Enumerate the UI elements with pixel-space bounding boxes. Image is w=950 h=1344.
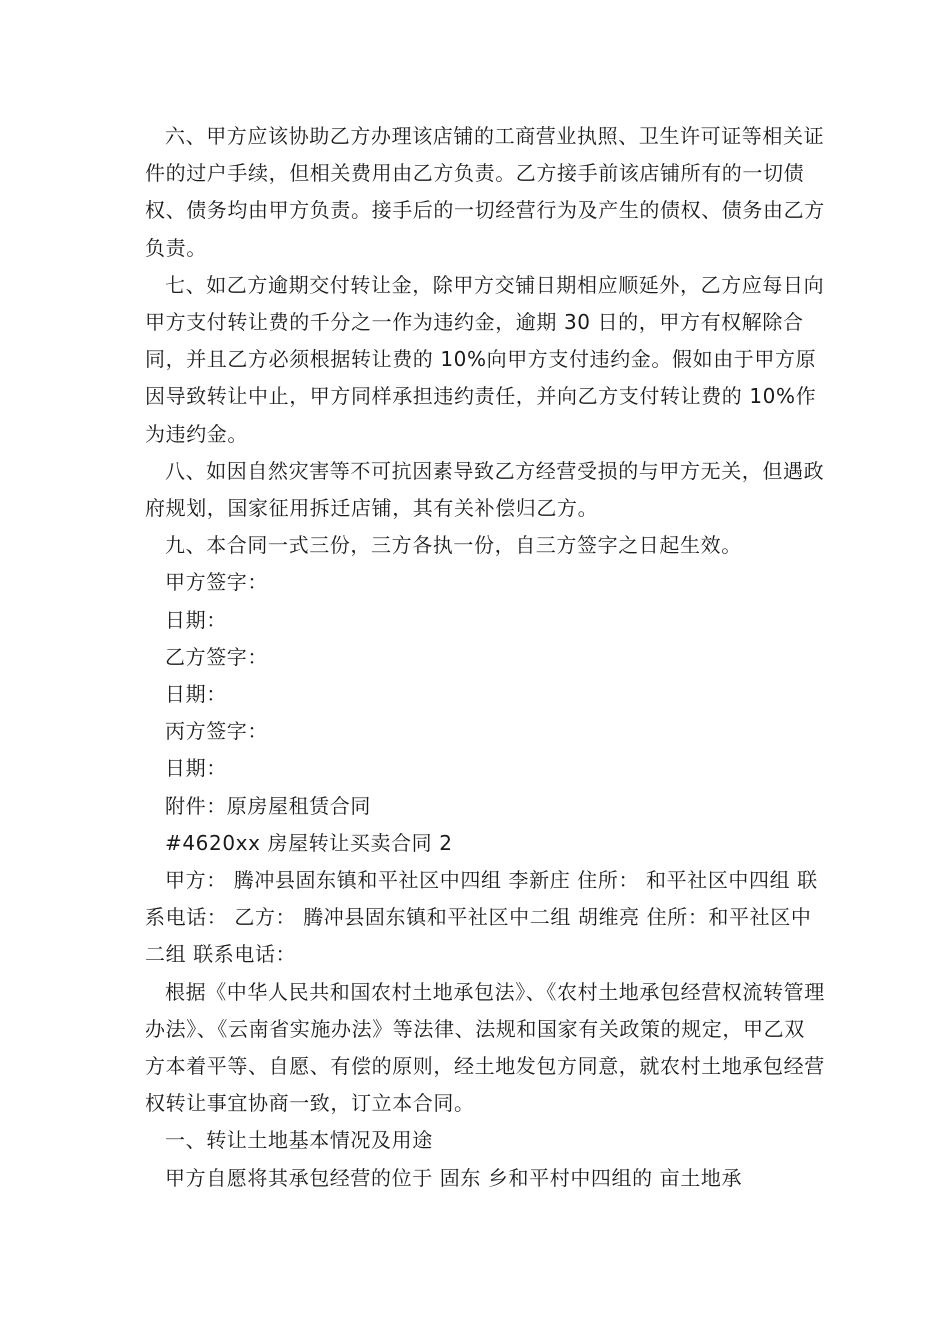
clause-6: 六、甲方应该协助乙方办理该店铺的工商营业执照、卫生许可证等相关证件的过户手续，但相关费用由乙方负责。乙方接手前该店铺所有的一切债权、债务均由甲方负责。接手后的一切经营行为及产生的债权、债务由乙方负责。 [145, 124, 825, 260]
section-1-heading: 一、转让土地基本情况及用途 [165, 1128, 433, 1153]
section-1-text: 甲方自愿将其承包经营的位于 固东 乡和平村中四组的 亩土地承 [165, 1165, 743, 1190]
date-line-2: 日期： [165, 682, 227, 707]
second-contract-title: #4620xx 房屋转让买卖合同 2 [165, 830, 453, 855]
signature-party-a: 甲方签字： [165, 570, 268, 595]
document-body [145, 118, 825, 1197]
signature-party-c: 丙方签字： [165, 719, 268, 744]
signature-party-b: 乙方签字： [165, 644, 268, 669]
clause-7: 七、如乙方逾期交付转让金，除甲方交铺日期相应顺延外，乙方应每日向甲方支付转让费的千分之一作为违约金，逾期 30 日的，甲方有权解除合同，并且乙方必须根据转让费的 10%向甲方支付违约金。假如由于甲方原因导致转让中止，甲方同样承担违约责任，并向乙方支付转让费的 10%作为违约金。 [145, 272, 825, 446]
date-line-3: 日期： [165, 756, 227, 781]
basis-paragraph: 根据《中华人民共和国农村土地承包法》、《农村土地承包经营权流转管理办法》、《云南省实施办法》等法律、法规和国家有关政策的规定，甲乙双方本着平等、自愿、有偿的原则，经土地发包方同意，就农村土地承包经营权转让事宜协商一致，订立本合同。 [145, 979, 825, 1116]
date-line-1: 日期： [165, 607, 227, 632]
clause-8: 八、如因自然灾害等不可抗因素导致乙方经营受损的与甲方无关，但遇政府规划，国家征用拆迁店铺，其有关补偿归乙方。 [145, 458, 825, 521]
attachment-line: 附件：原房屋租赁合同 [165, 793, 371, 818]
parties-paragraph: 甲方： 腾冲县固东镇和平社区中四组 李新庄 住所： 和平社区中四组 联系电话： 乙方： 腾冲县固东镇和平社区中二组 胡维亮 住所：和平社区中二组 联系电话： [145, 868, 818, 967]
clause-9: 九、本合同一式三份，三方各执一份，自三方签字之日起生效。 [165, 533, 742, 558]
